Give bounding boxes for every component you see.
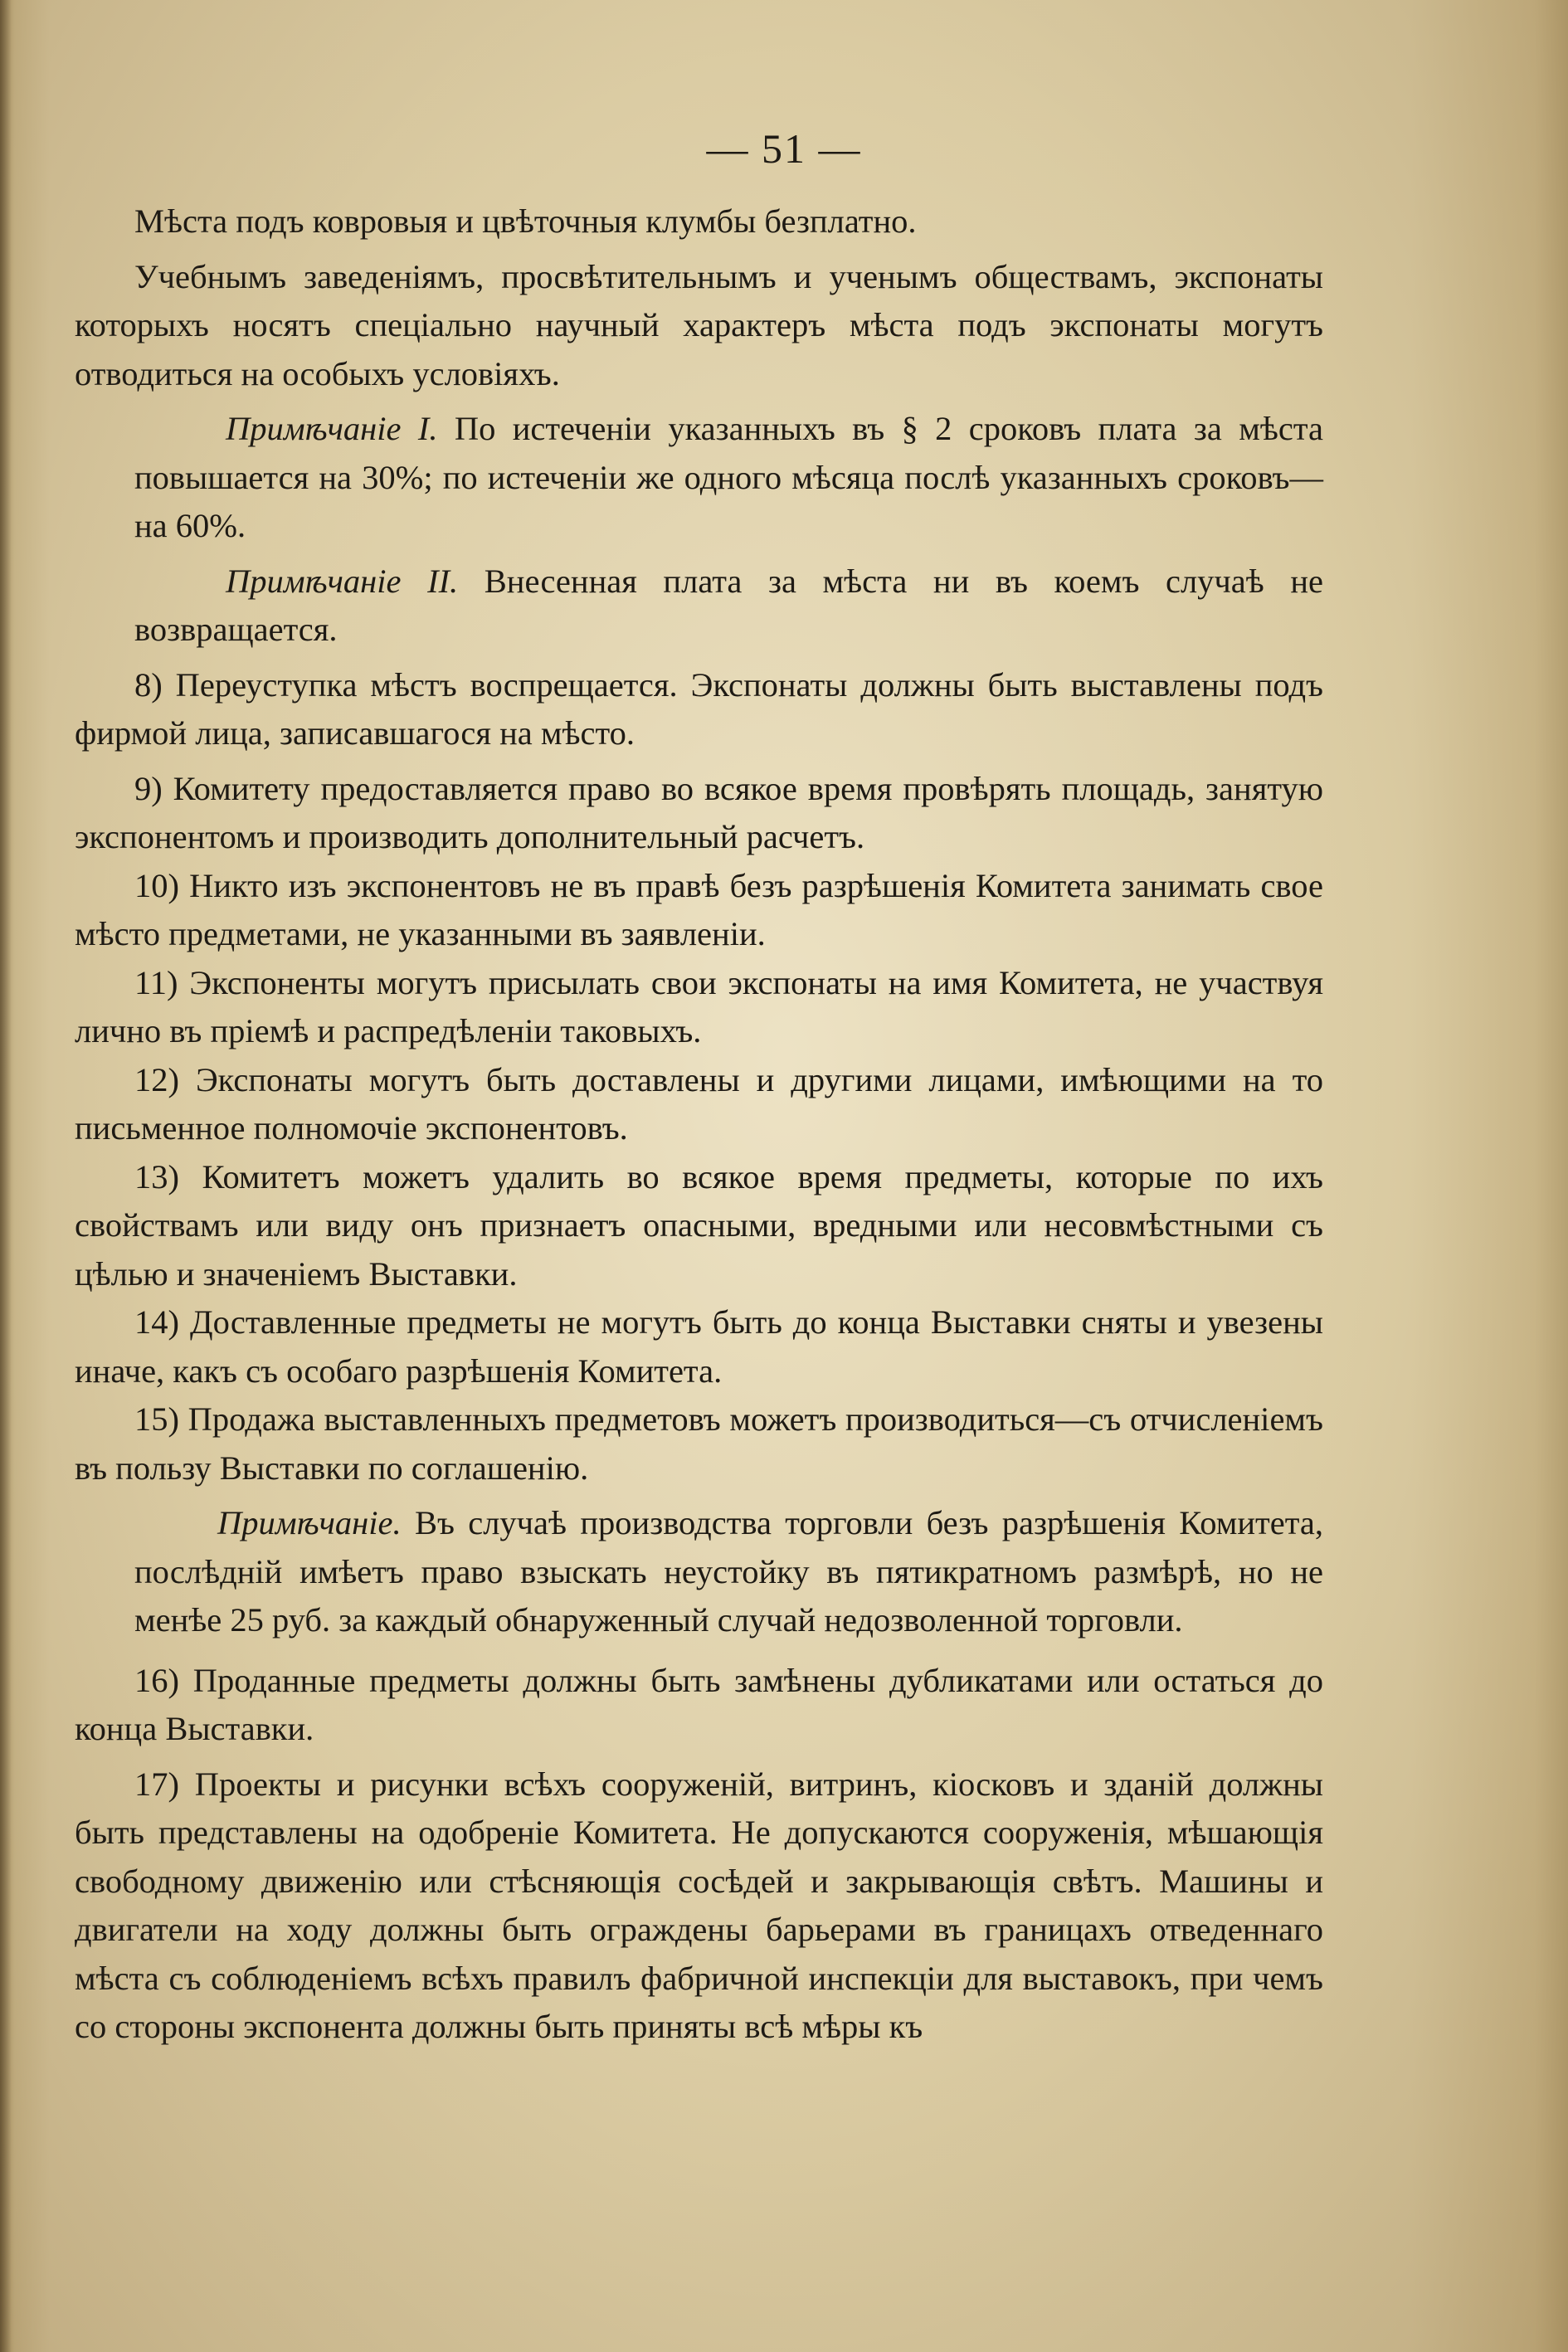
page-number: — 51 — [706, 125, 862, 172]
paragraph-item-15: 15) Продажа выставленныхъ предметовъ можетъ производиться—съ отчисленіемъ въ пользу Выставки по соглашенію. [75, 1400, 1323, 1487]
note-2-text: Внесенная плата за мѣста ни въ коемъ случаѣ не возвращается. [134, 562, 1323, 648]
paragraph-item-11: 11) Экспоненты могутъ присылать свои экспонаты на имя Комитета, не участвуя лично въ пріемѣ и распредѣленіи таковыхъ. [75, 963, 1323, 1049]
note-2-label: Примѣчаніе II. [226, 562, 459, 600]
note-2 [75, 558, 1323, 655]
note-3-text: Въ случаѣ производства торговли безъ разрѣшенія Комитета, послѣдній имѣетъ право взыскать неустойку въ пятикратномъ размѣрѣ, но не менѣе 25 руб. за каждый обнаруженный случай недозволенной торговли. [134, 1504, 1323, 1639]
note-3 [75, 1499, 1323, 1645]
paragraph-item-8: 8) Переуступка мѣстъ воспрещается. Экспонаты должны быть выставлены подъ фирмой лица, записавшагося на мѣсто. [75, 665, 1323, 752]
paragraph-item-14: 14) Доставленные предметы не могутъ быть до конца Выставки сняты и увезены иначе, какъ съ особаго разрѣшенія Комитета. [75, 1303, 1323, 1390]
page-binding-shadow [0, 0, 12, 2352]
paragraph-item-16: 16) Проданные предметы должны быть замѣнены дубликатами или остаться до конца Выставки. [75, 1661, 1323, 1747]
note-1-text: По истеченіи указанныхъ въ § 2 сроковъ плата за мѣста повышается на 30%; по истеченіи же одного мѣсяца послѣ указанныхъ сроковъ—на 60%. [134, 410, 1323, 544]
paragraph-item-9: 9) Комитету предоставляется право во всякое время провѣрять площадь, занятую экспонентомъ и производить дополнительный расчетъ. [75, 769, 1323, 855]
paragraph-educational-institutions: Учебнымъ заведеніямъ, просвѣтительнымъ и ученымъ обществамъ, экспонаты которыхъ носятъ спеціально научный характеръ мѣста подъ экспонаты могутъ отводиться на особыхъ условіяхъ. [75, 257, 1323, 392]
paragraph-free-flowerbeds: Мѣста подъ ковровыя и цвѣточныя клумбы безплатно. [134, 202, 917, 240]
note-3-label: Примѣчаніе. [217, 1504, 402, 1541]
note-1-label: Примѣчаніе I. [226, 410, 438, 447]
page-body [75, 197, 1323, 2052]
paragraph-item-13: 13) Комитетъ можетъ удалить во всякое время предметы, которые по ихъ свойствамъ или виду онъ признаетъ опасными, вредными или несовмѣстными съ цѣлью и значеніемъ Выставки. [75, 1157, 1323, 1293]
note-1 [75, 405, 1323, 551]
paragraph-item-17: 17) Проекты и рисунки всѣхъ сооруженій, витринъ, кіосковъ и зданій должны быть представлены на одобреніе Комитета. Не допускаются сооруженія, мѣшающія свободному движенію или стѣсняющія сосѣдей и закрывающія свѣтъ. Машины и двигатели на ходу должны быть ограждены барьерами въ границахъ отведеннаго мѣста съ соблюденіемъ всѣхъ правилъ фабричной инспекціи для выставокъ, при чемъ со стороны экспонента должны быть приняты всѣ мѣры къ [75, 1765, 1323, 2045]
paragraph-item-12: 12) Экспонаты могутъ быть доставлены и другими лицами, имѣющими на то письменное полномочіе экспонентовъ. [75, 1060, 1323, 1147]
paragraph-item-10: 10) Никто изъ экспонентовъ не въ правѣ безъ разрѣшенія Комитета занимать свое мѣсто предметами, не указанными въ заявленіи. [75, 866, 1323, 952]
